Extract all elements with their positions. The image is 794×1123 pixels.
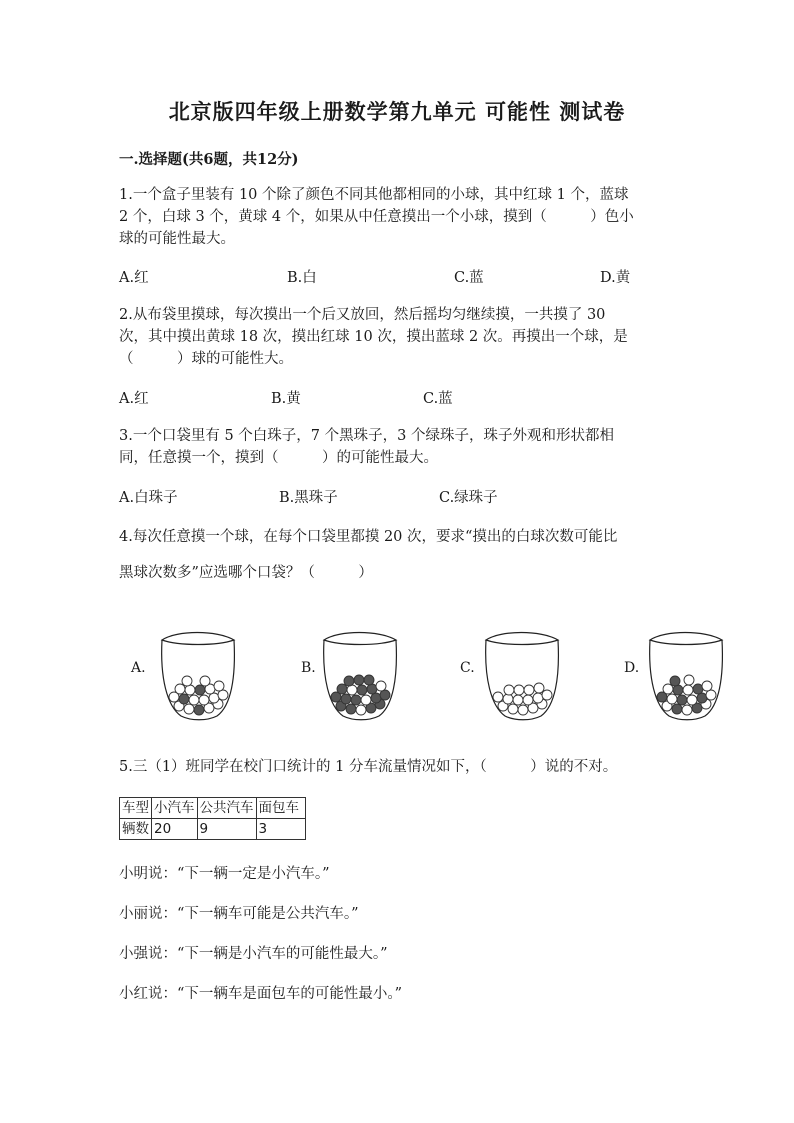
option-b[interactable]: B.黑珠子 <box>279 490 338 506</box>
bag-c-icon[interactable] <box>481 628 563 728</box>
question-5-line: 5.三（1）班同学在校门口统计的 1 分车流量情况如下，（ ）说的不对。 <box>119 759 618 775</box>
table-cell: 9 <box>197 819 256 840</box>
question-1-line: 2 个，白球 3 个，黄球 4 个，如果从中任意摸出一个小球，摸到（ ）色小 <box>119 209 634 225</box>
statement-xiaoli: 小丽说：“下一辆车可能是公共汽车。” <box>119 906 359 922</box>
table-cell: 面包车 <box>256 798 305 819</box>
question-4-line-2: 黑球次数多”应选哪个口袋？（ ） <box>119 565 373 581</box>
question-2-line: 2.从布袋里摸球，每次摸出一个后又放回，然后摇均匀继续摸，一共摸了 30 <box>119 307 606 323</box>
option-b[interactable]: B.黄 <box>271 391 301 407</box>
question-1-line: 1.一个盒子里装有 10 个除了颜色不同其他都相同的小球，其中红球 1 个，蓝球 <box>119 187 629 203</box>
table-cell: 小汽车 <box>152 798 198 819</box>
question-3-line: 3.一个口袋里有 5 个白珠子，7 个黑珠子，3 个绿珠子，珠子外观和形状都相 <box>119 428 614 444</box>
option-a[interactable]: A.白珠子 <box>119 490 178 506</box>
option-a[interactable]: A.红 <box>119 270 149 286</box>
statement-xiaoming: 小明说：“下一辆一定是小汽车。” <box>119 866 330 882</box>
question-2 <box>119 304 628 370</box>
table-row <box>120 819 306 840</box>
bag-a-icon[interactable] <box>157 628 239 728</box>
table-row <box>120 798 306 819</box>
question-3 <box>119 425 614 469</box>
question-2-line: 次，其中摸出黄球 18 次，摸出红球 10 次，摸出蓝球 2 次。再摸出一个球，是 <box>119 329 628 345</box>
table-cell: 公共汽车 <box>197 798 256 819</box>
option-d[interactable]: D.黄 <box>600 270 631 286</box>
statement-xiaoqiang: 小强说：“下一辆是小汽车的可能性最大。” <box>119 946 388 962</box>
bag-label-c[interactable]: C. <box>460 660 475 676</box>
section-title: 一.选择题(共6题，共12分) <box>119 151 299 168</box>
option-a[interactable]: A.红 <box>119 391 149 407</box>
table-cell: 3 <box>256 819 305 840</box>
option-b[interactable]: B.白 <box>287 270 317 286</box>
bag-label-d[interactable]: D. <box>624 660 640 676</box>
statement-xiaohong: 小红说：“下一辆车是面包车的可能性最小。” <box>119 986 403 1002</box>
question-3-line: 同，任意摸一个，摸到（ ）的可能性最大。 <box>119 450 438 466</box>
option-c[interactable]: C.蓝 <box>423 391 453 407</box>
traffic-table <box>119 797 306 840</box>
bag-choices <box>119 628 699 738</box>
bag-label-a[interactable]: A. <box>131 660 146 676</box>
question-2-line: （ ）球的可能性大。 <box>119 351 293 367</box>
option-c[interactable]: C.绿珠子 <box>439 490 498 506</box>
option-c[interactable]: C.蓝 <box>454 270 484 286</box>
table-cell: 辆数 <box>120 819 152 840</box>
table-cell: 20 <box>152 819 198 840</box>
question-1-line: 球的可能性最大。 <box>119 231 235 247</box>
bag-label-b[interactable]: B. <box>301 660 316 676</box>
question-1 <box>119 184 634 250</box>
bag-b-icon[interactable] <box>319 628 401 728</box>
question-4-line-1: 4.每次任意摸一个球，在每个口袋里都摸 20 次，要求“摸出的白球次数可能比 <box>119 529 618 545</box>
bag-d-icon[interactable] <box>645 628 727 728</box>
page-title: 北京版四年级上册数学第九单元 可能性 测试卷 <box>168 99 626 124</box>
table-cell: 车型 <box>120 798 152 819</box>
question-1-options <box>119 266 679 288</box>
question-2-options <box>119 387 679 409</box>
question-3-options <box>119 486 679 508</box>
